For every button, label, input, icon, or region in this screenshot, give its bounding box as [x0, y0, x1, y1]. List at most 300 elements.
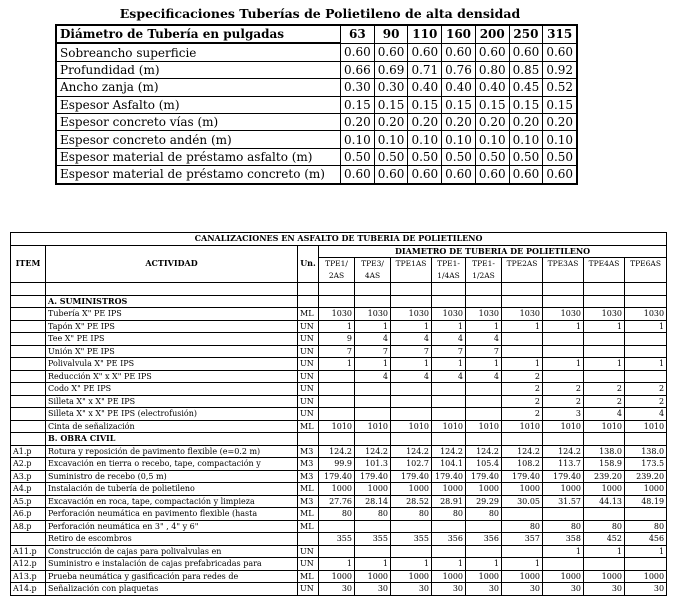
item-cell: A14.p	[11, 583, 46, 596]
spec-diameter-header: 160	[442, 25, 476, 43]
value-cell: 355	[391, 533, 432, 546]
item-cell	[11, 420, 46, 433]
value-cell: 124.2	[432, 445, 466, 458]
value-cell	[625, 558, 667, 571]
value-cell	[543, 295, 584, 308]
value-cell: 7	[391, 345, 432, 358]
unit-cell	[298, 533, 319, 546]
value-cell: 1000	[502, 483, 543, 496]
unit-cell: ML	[298, 420, 319, 433]
value-cell: 158.9	[584, 458, 625, 471]
spec-row	[56, 166, 577, 184]
spec-cell: 0.20	[442, 113, 476, 130]
unit-cell: UN	[298, 383, 319, 396]
spec-row-label: Espesor material de préstamo asfalto (m)	[56, 148, 341, 165]
unit-cell: M3	[298, 495, 319, 508]
value-cell: 1000	[466, 570, 502, 583]
spec-row-label: Espesor material de préstamo concreto (m)	[56, 166, 341, 184]
value-cell: 1000	[584, 483, 625, 496]
value-cell: 30	[502, 583, 543, 596]
table-row	[11, 495, 667, 508]
value-cell: 124.2	[319, 445, 355, 458]
value-cell: 452	[584, 533, 625, 546]
spec-cell: 0.50	[475, 148, 509, 165]
value-cell: 80	[625, 520, 667, 533]
spec-diameter-header: 200	[475, 25, 509, 43]
spec-row-label: Ancho zanja (m)	[56, 79, 341, 96]
value-cell: 1	[543, 320, 584, 333]
spec-row-label: Espesor concreto vías (m)	[56, 113, 341, 130]
value-cell: 7	[355, 345, 391, 358]
value-cell	[319, 383, 355, 396]
spec-cell: 0.60	[509, 43, 543, 61]
spec-row-label: Sobreancho superficie	[56, 43, 341, 61]
value-cell	[432, 295, 466, 308]
spec-cell: 0.85	[509, 61, 543, 78]
spec-cell: 0.15	[442, 96, 476, 113]
spec-cell: 0.15	[341, 96, 375, 113]
canal-title: CANALIZACIONES EN ASFALTO DE TUBERIA DE POLIETILENO	[11, 233, 667, 246]
actividad-cell	[46, 283, 298, 296]
value-cell: 80	[355, 508, 391, 521]
actividad-cell: Polivalvula X" PE IPS	[46, 358, 298, 371]
canalizaciones-table	[10, 232, 667, 596]
value-cell	[391, 545, 432, 558]
actividad-cell: Silleta X" x X" PE IPS	[46, 395, 298, 408]
value-cell	[466, 408, 502, 421]
value-cell	[543, 558, 584, 571]
item-cell	[11, 308, 46, 321]
unit-cell: ML	[298, 308, 319, 321]
value-cell: 1000	[502, 570, 543, 583]
spec-cell: 0.50	[374, 148, 408, 165]
value-cell: 4	[391, 333, 432, 346]
spec-cell: 0.15	[374, 96, 408, 113]
spec-cell: 0.92	[543, 61, 577, 78]
table-row	[11, 433, 667, 446]
value-cell: 7	[466, 345, 502, 358]
value-cell: 9	[319, 333, 355, 346]
value-cell: 4	[355, 333, 391, 346]
value-cell: 456	[625, 533, 667, 546]
value-cell: 1	[502, 358, 543, 371]
type-header: TPE3/	[355, 258, 391, 271]
unit-cell: UN	[298, 558, 319, 571]
value-cell: 1	[319, 558, 355, 571]
value-cell: 1030	[543, 308, 584, 321]
unit-cell: UN	[298, 358, 319, 371]
value-cell: 1000	[319, 483, 355, 496]
value-cell: 1000	[355, 570, 391, 583]
spec-row-label: Profundidad (m)	[56, 61, 341, 78]
table-row	[11, 345, 667, 358]
diametro-header: DIAMETRO DE TUBERIA DE POLIETILENO	[319, 245, 667, 258]
value-cell	[391, 283, 432, 296]
unit-cell: M3	[298, 470, 319, 483]
item-cell	[11, 333, 46, 346]
unit-cell: ML	[298, 570, 319, 583]
value-cell: 1000	[391, 570, 432, 583]
value-cell: 124.2	[391, 445, 432, 458]
value-cell: 1030	[584, 308, 625, 321]
spec-cell: 0.30	[374, 79, 408, 96]
value-cell	[432, 545, 466, 558]
value-cell	[502, 433, 543, 446]
spec-diameter-header: 110	[408, 25, 442, 43]
table-row	[11, 420, 667, 433]
value-cell: 1000	[391, 483, 432, 496]
value-cell: 80	[466, 508, 502, 521]
value-cell: 28.14	[355, 495, 391, 508]
value-cell: 1	[543, 358, 584, 371]
actividad-cell: Perforación neumática en pavimento flexible (hasta	[46, 508, 298, 521]
spec-cell: 0.10	[408, 131, 442, 148]
value-cell: 1	[584, 358, 625, 371]
value-cell	[432, 408, 466, 421]
spec-cell: 0.20	[374, 113, 408, 130]
value-cell: 108.2	[502, 458, 543, 471]
value-cell	[355, 295, 391, 308]
type-header: TPE1-	[466, 258, 502, 271]
value-cell: 179.40	[391, 470, 432, 483]
table-row	[11, 558, 667, 571]
item-cell: A5.p	[11, 495, 46, 508]
value-cell: 1	[355, 558, 391, 571]
spec-cell: 0.60	[475, 166, 509, 184]
spec-cell: 0.15	[408, 96, 442, 113]
value-cell: 1	[502, 320, 543, 333]
value-cell	[584, 508, 625, 521]
spec-cell: 0.50	[408, 148, 442, 165]
value-cell	[355, 383, 391, 396]
value-cell	[466, 395, 502, 408]
value-cell	[391, 383, 432, 396]
spec-cell: 0.60	[475, 43, 509, 61]
value-cell: 4	[432, 333, 466, 346]
item-cell: A12.p	[11, 558, 46, 571]
value-cell: 1000	[625, 483, 667, 496]
spec-header-label: Diámetro de Tubería en pulgadas	[56, 25, 341, 43]
table-row	[11, 283, 667, 296]
value-cell: 1	[625, 545, 667, 558]
value-cell	[502, 508, 543, 521]
value-cell	[625, 295, 667, 308]
spec-row	[56, 61, 577, 78]
item-cell: A6.p	[11, 508, 46, 521]
table-row	[11, 570, 667, 583]
table-row	[11, 483, 667, 496]
spec-title: Especificaciones Tuberías de Polietileno de alta densidad	[119, 6, 521, 21]
value-cell: 2	[543, 395, 584, 408]
item-cell	[11, 370, 46, 383]
unit-cell	[298, 295, 319, 308]
value-cell: 1030	[625, 308, 667, 321]
value-cell: 1	[391, 358, 432, 371]
value-cell: 48.19	[625, 495, 667, 508]
value-cell	[584, 370, 625, 383]
spec-cell: 0.50	[543, 148, 577, 165]
value-cell	[466, 433, 502, 446]
value-cell: 1	[466, 320, 502, 333]
value-cell: 1010	[466, 420, 502, 433]
value-cell	[543, 345, 584, 358]
spec-header-row	[56, 25, 577, 43]
type-header: TPE3AS	[543, 258, 584, 283]
value-cell	[543, 283, 584, 296]
type-header: TPE1/	[319, 258, 355, 271]
type-header: TPE1-	[432, 258, 466, 271]
unit-cell	[298, 433, 319, 446]
spec-diameter-header: 315	[543, 25, 577, 43]
value-cell	[391, 520, 432, 533]
type-header: TPE2AS	[502, 258, 543, 283]
value-cell: 1010	[319, 420, 355, 433]
value-cell	[319, 283, 355, 296]
value-cell: 2	[625, 383, 667, 396]
value-cell	[584, 333, 625, 346]
value-cell	[584, 295, 625, 308]
value-cell	[625, 508, 667, 521]
unit-cell: UN	[298, 345, 319, 358]
value-cell	[432, 520, 466, 533]
spec-cell: 0.50	[341, 148, 375, 165]
value-cell	[625, 433, 667, 446]
spec-cell: 0.15	[509, 96, 543, 113]
value-cell	[432, 433, 466, 446]
value-cell: 124.2	[543, 445, 584, 458]
value-cell: 4	[466, 333, 502, 346]
value-cell: 239.20	[584, 470, 625, 483]
section-heading: A. SUMINISTROS	[46, 295, 298, 308]
actividad-cell: Unión X" PE IPS	[46, 345, 298, 358]
value-cell	[391, 395, 432, 408]
unit-cell: UN	[298, 583, 319, 596]
section-heading: B. OBRA CIVIL	[46, 433, 298, 446]
type-header-line2: 2AS	[319, 270, 355, 283]
value-cell: 179.40	[432, 470, 466, 483]
value-cell: 2	[502, 370, 543, 383]
spec-row	[56, 148, 577, 165]
value-cell	[502, 545, 543, 558]
actividad-cell: Cinta de señalización	[46, 420, 298, 433]
item-cell: A4.p	[11, 483, 46, 496]
table-row	[11, 333, 667, 346]
spec-table	[55, 24, 578, 185]
actividad-cell: Tubería X" PE IPS	[46, 308, 298, 321]
actividad-cell: Codo X" PE IPS	[46, 383, 298, 396]
actividad-cell: Excavación en roca, tape, compactación y limpieza	[46, 495, 298, 508]
value-cell: 28.91	[432, 495, 466, 508]
item-cell: A11.p	[11, 545, 46, 558]
spec-cell: 0.40	[475, 79, 509, 96]
value-cell	[319, 520, 355, 533]
value-cell	[543, 333, 584, 346]
spec-cell: 0.10	[509, 131, 543, 148]
table-row	[11, 583, 667, 596]
spec-cell: 0.60	[442, 166, 476, 184]
value-cell: 80	[319, 508, 355, 521]
value-cell: 1010	[355, 420, 391, 433]
unit-cell: UN	[298, 408, 319, 421]
spec-cell: 0.15	[475, 96, 509, 113]
spec-cell: 0.15	[543, 96, 577, 113]
table-row	[11, 408, 667, 421]
value-cell: 2	[625, 395, 667, 408]
value-cell: 2	[584, 395, 625, 408]
value-cell	[625, 370, 667, 383]
value-cell: 3	[543, 408, 584, 421]
value-cell	[543, 508, 584, 521]
spec-cell: 0.60	[374, 166, 408, 184]
spec-cell: 0.52	[543, 79, 577, 96]
actividad-cell: Instalación de tubería de polietileno	[46, 483, 298, 496]
spec-cell: 0.40	[408, 79, 442, 96]
unit-cell: UN	[298, 333, 319, 346]
value-cell: 30.05	[502, 495, 543, 508]
spec-cell: 0.20	[475, 113, 509, 130]
spec-cell: 0.10	[475, 131, 509, 148]
value-cell: 30	[391, 583, 432, 596]
value-cell: 124.2	[466, 445, 502, 458]
value-cell: 2	[502, 395, 543, 408]
value-cell: 102.7	[391, 458, 432, 471]
spec-cell: 0.20	[509, 113, 543, 130]
value-cell: 80	[584, 520, 625, 533]
value-cell: 357	[502, 533, 543, 546]
actividad-cell: Silleta X" x X" PE IPS (electrofusión)	[46, 408, 298, 421]
actividad-cell: Excavación en tierra o recebo, tape, compactación y	[46, 458, 298, 471]
value-cell: 138.0	[584, 445, 625, 458]
item-cell: A3.p	[11, 470, 46, 483]
value-cell: 1000	[432, 570, 466, 583]
value-cell: 1000	[466, 483, 502, 496]
value-cell	[502, 295, 543, 308]
value-cell: 30	[584, 583, 625, 596]
spec-cell: 0.66	[341, 61, 375, 78]
spec-diameter-header: 90	[374, 25, 408, 43]
item-cell	[11, 533, 46, 546]
value-cell: 4	[391, 370, 432, 383]
value-cell: 1	[432, 320, 466, 333]
value-cell: 138.0	[625, 445, 667, 458]
value-cell	[466, 295, 502, 308]
spec-cell: 0.10	[374, 131, 408, 148]
value-cell: 4	[355, 370, 391, 383]
spec-row	[56, 43, 577, 61]
spec-cell: 0.60	[543, 43, 577, 61]
value-cell: 1	[625, 320, 667, 333]
value-cell: 2	[502, 408, 543, 421]
value-cell: 30	[543, 583, 584, 596]
spec-cell: 0.76	[442, 61, 476, 78]
value-cell: 101.3	[355, 458, 391, 471]
value-cell: 1030	[502, 308, 543, 321]
value-cell: 358	[543, 533, 584, 546]
value-cell	[584, 283, 625, 296]
spec-cell: 0.10	[341, 131, 375, 148]
value-cell: 1000	[625, 570, 667, 583]
value-cell: 1	[391, 558, 432, 571]
type-header-line2: 1/2AS	[466, 270, 502, 283]
spec-cell: 0.40	[442, 79, 476, 96]
value-cell: 1	[466, 358, 502, 371]
item-cell: A2.p	[11, 458, 46, 471]
spec-row	[56, 131, 577, 148]
value-cell: 173.5	[625, 458, 667, 471]
value-cell: 113.7	[543, 458, 584, 471]
spec-cell: 0.60	[408, 166, 442, 184]
spec-cell: 0.50	[509, 148, 543, 165]
value-cell: 179.40	[543, 470, 584, 483]
value-cell	[625, 333, 667, 346]
value-cell: 44.13	[584, 495, 625, 508]
actividad-cell: Reducción X" x X" PE IPS	[46, 370, 298, 383]
type-header: TPE4AS	[584, 258, 625, 283]
value-cell	[584, 558, 625, 571]
actividad-cell: Construcción de cajas para polivalvulas en	[46, 545, 298, 558]
item-cell	[11, 358, 46, 371]
value-cell: 29.29	[466, 495, 502, 508]
value-cell: 30	[432, 583, 466, 596]
value-cell	[466, 383, 502, 396]
value-cell: 1000	[355, 483, 391, 496]
value-cell: 30	[319, 583, 355, 596]
actividad-cell: Tapón X" PE IPS	[46, 320, 298, 333]
value-cell: 1010	[502, 420, 543, 433]
value-cell: 179.40	[319, 470, 355, 483]
value-cell: 30	[625, 583, 667, 596]
spec-cell: 0.20	[543, 113, 577, 130]
value-cell: 80	[391, 508, 432, 521]
value-cell	[432, 283, 466, 296]
table-row	[11, 295, 667, 308]
value-cell: 1	[391, 320, 432, 333]
spec-cell: 0.60	[341, 166, 375, 184]
value-cell: 1	[355, 358, 391, 371]
value-cell: 356	[432, 533, 466, 546]
item-cell	[11, 345, 46, 358]
value-cell	[355, 433, 391, 446]
spec-cell: 0.30	[341, 79, 375, 96]
item-cell	[11, 395, 46, 408]
value-cell: 80	[543, 520, 584, 533]
spec-row	[56, 113, 577, 130]
value-cell: 179.40	[502, 470, 543, 483]
value-cell: 1030	[466, 308, 502, 321]
value-cell	[502, 283, 543, 296]
actividad-cell: Suministro de recebo (0,5 m)	[46, 470, 298, 483]
unit-cell: M3	[298, 458, 319, 471]
value-cell	[466, 283, 502, 296]
actividad-cell: Prueba neumática y gasificación para redes de	[46, 570, 298, 583]
spec-cell: 0.80	[475, 61, 509, 78]
value-cell	[543, 433, 584, 446]
value-cell	[391, 433, 432, 446]
value-cell	[355, 283, 391, 296]
value-cell: 1000	[543, 570, 584, 583]
value-cell: 239.20	[625, 470, 667, 483]
value-cell: 2	[502, 383, 543, 396]
type-header: TPE1AS	[391, 258, 432, 283]
spec-cell: 0.20	[341, 113, 375, 130]
spec-row	[56, 79, 577, 96]
value-cell: 1000	[543, 483, 584, 496]
value-cell	[502, 345, 543, 358]
value-cell: 1030	[391, 308, 432, 321]
value-cell	[391, 295, 432, 308]
col-actividad-header: ACTIVIDAD	[46, 245, 298, 283]
value-cell: 80	[432, 508, 466, 521]
